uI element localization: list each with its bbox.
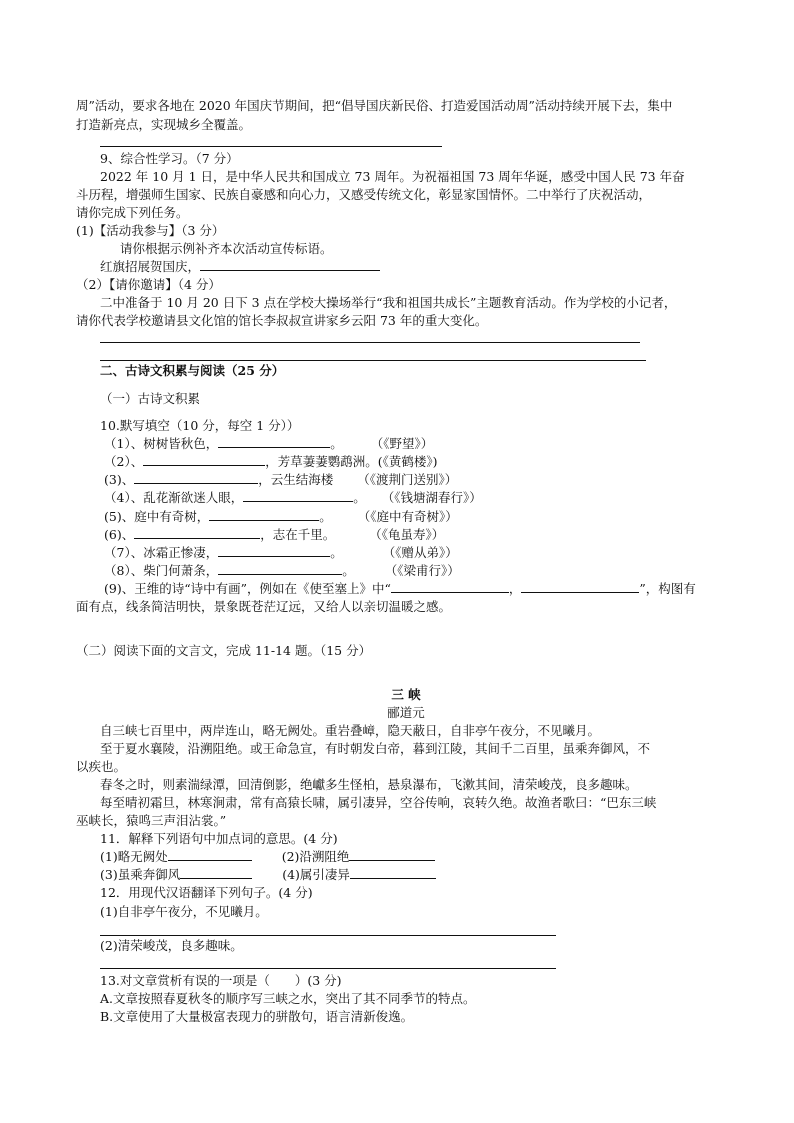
q10-item-8: （8）、柴门何萧条， 。 （《梁甫行》） xyxy=(104,563,460,578)
text-para-4a: 每至晴初霜旦，林寒涧肃，常有高猿长啸，属引凄异，空谷传响，哀转久绝。故渔者歌曰：“巴东三峡 xyxy=(100,795,657,810)
q10-item-9-line-2: 面有点，线条简洁明快，景象既苍茫辽远，又给人以亲切温暖之感。 xyxy=(76,599,452,614)
q10-item-3: (3)、 ，云生结海楼 （《渡荆门送别》） xyxy=(104,472,458,487)
section-2-title: 二、古诗文积累与阅读（25 分） xyxy=(100,363,285,378)
fill-blank[interactable] xyxy=(243,489,353,502)
fill-blank[interactable] xyxy=(134,471,258,484)
q12-item-2: (2)清荣峻茂，良多趣味。 xyxy=(100,938,243,953)
q13-option-b[interactable]: B.文章使用了大量极富表现力的骈散句，语言清新俊逸。 xyxy=(100,1009,414,1024)
q10-item-4: （4）、乱花渐欲迷人眼， 。 （《钱塘湖春行》） xyxy=(104,490,482,505)
q9-para-2: 斗历程，增强师生国家、民族自豪感和向心力，又感受传统文化，彰显家国情怀。二中举行了庆祝活动， xyxy=(76,187,652,202)
q10-item-6: (6)、 ，志在千里。 （《龟虽寿》） xyxy=(104,527,445,542)
text-para-2b: 以疾也。 xyxy=(76,759,127,774)
answer-line[interactable] xyxy=(100,360,646,361)
fill-blank[interactable] xyxy=(521,580,639,593)
text-author: 郦道元 xyxy=(387,705,425,720)
fill-blank[interactable] xyxy=(350,866,436,879)
q9-sub1-example: 红旗招展贺国庆， xyxy=(100,258,380,276)
fill-blank[interactable] xyxy=(218,435,330,448)
text-para-4b: 巫峡长，猿鸣三声泪沾裳。” xyxy=(76,813,227,828)
text-para-2a: 至于夏水襄陵，沿溯阻绝。或王命急宣，有时朝发白帝，暮到江陵，其间千二百里，虽乘奔御风，不 xyxy=(100,741,651,756)
answer-line[interactable] xyxy=(100,342,640,343)
fill-blank[interactable] xyxy=(143,453,265,466)
q9-para-3: 请你完成下列任务。 xyxy=(76,205,189,220)
fill-blank[interactable] xyxy=(168,848,252,861)
answer-line[interactable] xyxy=(100,935,556,936)
fill-blank[interactable] xyxy=(218,544,330,557)
fill-blank[interactable] xyxy=(349,848,435,861)
fill-blank[interactable] xyxy=(134,526,260,539)
q11-title: 11．解释下列语句中加点词的意思。(4 分) xyxy=(100,831,338,846)
answer-line[interactable] xyxy=(100,968,556,969)
q9-sub2-para-1: 二中准备于 10 月 20 日下 3 点在学校大操场举行“我和祖国共成长”主题教育活动。作为学校的小记者， xyxy=(100,295,677,310)
q10-item-9: (9)、王维的诗“诗中有画”，例如在《使至塞上》中“ ， ”，构图有 xyxy=(104,581,696,596)
q11-row-2: (3)虽乘奔御风 (4)属引凄异 xyxy=(100,866,436,884)
answer-line xyxy=(100,146,442,147)
q11-row-1: (1)略无阙处 (2)沿溯阻绝 xyxy=(100,848,435,866)
text-para-3: 春冬之时，则素湍绿潭，回清倒影，绝巘多生怪柏，悬泉瀑布，飞漱其间，清荣峻茂，良多趣味。 xyxy=(100,777,638,792)
fill-blank[interactable] xyxy=(218,562,342,575)
q10-item-5: (5)、庭中有奇树， 。 （《庭中有奇树》） xyxy=(104,509,458,524)
q10-title: 10.默写填空（10 分，每空 1 分）） xyxy=(100,418,300,433)
fill-blank[interactable] xyxy=(180,866,252,879)
q9-para-1: 2022 年 10 月 1 日，是中华人民共和国成立 73 周年。为祝福祖国 73 周年华诞，感受中国人民 73 年奋 xyxy=(100,169,685,184)
text-para-1: 自三峡七百里中，两岸连山，略无阙处。重岩叠嶂，隐天蔽日，自非亭午夜分，不见曦月。 xyxy=(100,723,601,738)
slogan-blank[interactable] xyxy=(200,258,380,271)
text-title: 三 峡 xyxy=(391,687,421,702)
section-2-part-1: （一）古诗文积累 xyxy=(100,391,201,406)
section-2-part-2: （二）阅读下面的文言文，完成 11-14 题。（15 分） xyxy=(76,643,372,658)
q10-item-1: （1）、树树皆秋色， 。 （《野望》） xyxy=(104,436,434,451)
q12-title: 12．用现代汉语翻译下列句子。(4 分) xyxy=(100,885,313,900)
q9-sub1-text: 请你根据示例补齐本次活动宣传标语。 xyxy=(120,241,333,256)
q9-sub2-title: （2）【请你邀请】（4 分） xyxy=(76,277,221,292)
intro-line-1: 周”活动，要求各地在 2020 年国庆节期间，把“倡导国庆新民俗、打造爱国活动周”活动持续开展下去，集中 xyxy=(76,98,673,113)
q9-sub2-para-2: 请你代表学校邀请县文化馆的馆长李叔叔宣讲家乡云阳 73 年的重大变化。 xyxy=(76,313,488,328)
q10-item-7: （7）、冰霜正惨凄， 。 （《赠从弟》） xyxy=(104,545,458,560)
q10-item-2: （2）、 ，芳草萋萋鹦鹉洲。(《黄鹤楼》) xyxy=(104,454,438,469)
q13-title: 13.对文章赏析有误的一项是（ ）(3 分) xyxy=(100,973,342,988)
q9-sub1-title: (1)【活动我参与】（3 分） xyxy=(76,223,225,238)
q13-option-a[interactable]: A.文章按照春夏秋冬的顺序写三峡之水，突出了其不同季节的特点。 xyxy=(100,991,476,1006)
q9-title: 9、综合性学习。（7 分） xyxy=(100,151,239,166)
fill-blank[interactable] xyxy=(391,580,509,593)
intro-line-2: 打造新亮点，实现城乡全覆盖。 xyxy=(76,117,252,132)
q12-item-1: (1)自非亭午夜分，不见曦月。 xyxy=(100,904,268,919)
fill-blank[interactable] xyxy=(209,508,319,521)
